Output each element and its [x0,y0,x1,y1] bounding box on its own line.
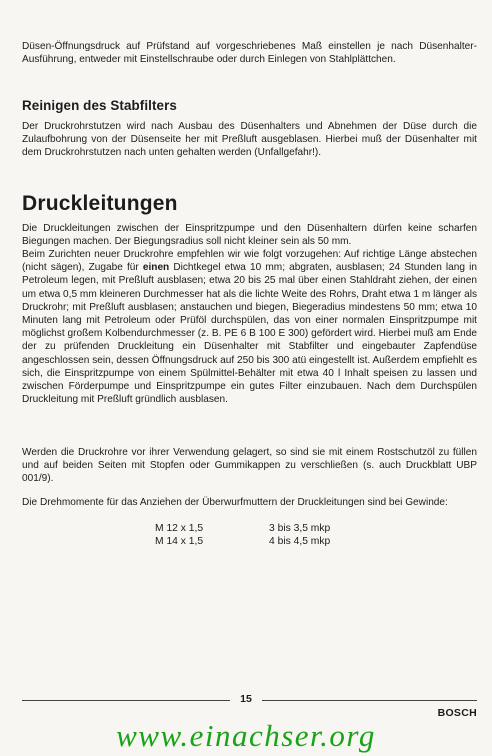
lines-paragraph-2-start: Beim Zurichten neuer Druckrohre empfehlen wir wie folgt vorzugehen: Auf richtige Länge abstechen (nicht sägen), Zugabe für [22,249,477,274]
torque-thread: M 14 x 1,5 [155,536,204,548]
lines-paragraph-4: Die Drehmomente für das Anziehen der Überwurfmuttern der Druckleitungen sind bei Gewinde: [22,497,448,508]
lines-paragraph-2 [22,248,477,406]
lines-paragraph-2-emphasis: einen [142,262,170,274]
footer-rule-right [262,700,477,701]
filter-section-paragraph: Der Druckrohrstutzen wird nach Ausbau des Düsenhalters und Abnehmen der Düse durch die Zulaufbohrung von der Düsenseite her mit Preßluft ausgeblasen. Hierbei muß der Düsenhalter mit dem Druckrohrstutzen nach unten gehalten werden (Unfallgefahr!). [22,121,477,159]
torque-row [155,522,330,535]
filter-section-heading: Reinigen des Stabfilters [22,98,177,113]
lines-section-heading: Druckleitungen [22,192,178,215]
brand-logo: BOSCH [437,707,477,719]
torque-value: 4 bis 4,5 mkp [269,536,331,548]
torque-value: 3 bis 3,5 mkp [269,523,331,534]
lines-paragraph-1: Die Druckleitungen zwischen der Einspritzpumpe und den Düsenhaltern dürfen keine scharfen Biegungen machen. Der Biegungsradius soll nicht kleiner sein als 50 mm. [22,223,477,248]
page-number: 15 [240,693,252,705]
lines-paragraph-3: Werden die Druckrohre vor ihrer Verwendung gelagert, so sind sie mit einem Rostschutzöl zu füllen und auf beiden Seiten mit Stopfen oder Gummikappen zu verschließen (s. auch Druckblatt UBP 001/9). [22,447,477,485]
torque-table [155,522,330,548]
intro-paragraph: Düsen-Öffnungsdruck auf Prüfstand auf vorgeschriebenes Maß einstellen je nach Düsenhalter-Ausführung, entweder mit Einstellschraube oder durch Einlegen von Stahlplättchen. [22,41,477,66]
lines-paragraph-2-rest: Dichtkegel etwa 10 mm; abgraten, ausblasen; 24 Stunden lang in Petroleum legen, mit Preßluft ausblasen; etwa 20 bis 25 mal über einen Stahldraht ziehen, der einen um etwa 0,5 mm kleineren Durchmesser hat als die lichte Weite des Rohrs, Draht etwa 1 m länger als Druckrohr; mit Preßluft ausblasen; anstauchen und biegen, Biegeradius mindestens 50 mm; etwa 10 Minuten lang mit Petroleum oder Prüföl durchspülen, das von einer normalen Einspritzpumpe mit möglichst großem Kolbendurchmesser (z. B. PE 6 B 100 E 300) gefördert wird. Hierbei muß am Ende der zu prüfenden Druckleitung ein Düsenhalter mit Stabfilter und eingebauter Zapfendüse angeschlossen sein, dessen Öffnungsdruck auf 250 bis 300 atü eingestellt ist. Außerdem empfiehlt es sich, die Einspritzpumpe von einem Spülmittel-Behälter mit etwa 40 l Inhalt speisen zu lassen und zwischen Förderpumpe und Einspritzpumpe ein gutes Filter einzubauen. Nach dem Durchspülen Druckleitung mit Preßluft gründlich ausblasen. [22,262,477,406]
torque-thread: M 12 x 1,5 [155,523,204,534]
site-watermark: www.einachser.org [116,718,376,753]
torque-row [155,535,330,548]
